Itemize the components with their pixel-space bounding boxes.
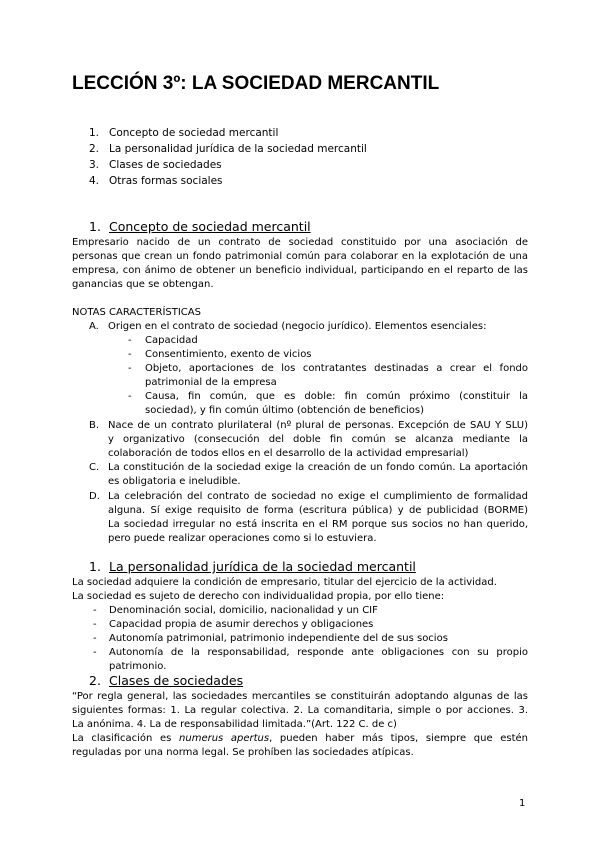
- list-item: Capacidad: [145, 335, 198, 346]
- notes-label: NOTAS CARACTERÍSTICAS: [72, 307, 201, 318]
- item-d-line: La sociedad irregular no está inscrita en el RM porque sus socios no han querido,: [108, 519, 528, 530]
- item-d-line: La celebración del contrato de sociedad no exige el cumplimiento de formalidad: [108, 491, 528, 502]
- item-d-line: pero puede realizar operaciones como si lo estuviera.: [108, 533, 377, 544]
- list-item-continued: patrimonio.: [109, 661, 167, 672]
- item-b-line: Nace de un contrato plurilateral (nº plural de personas. Excepción de SAU Y SLU): [108, 420, 528, 431]
- toc-item-3: Clases de sociedades: [109, 159, 222, 171]
- list-item: Capacidad propia de asumir derechos y obligaciones: [109, 619, 374, 630]
- toc-num-3: 3.: [89, 159, 100, 171]
- item-c-letter: C.: [89, 462, 100, 473]
- list-item: Objeto, aportaciones de los contratantes destinadas a crear el fondo: [145, 363, 528, 374]
- list-item-continued: patrimonial de la empresa: [145, 377, 277, 388]
- item-d-line: alguna. Sí exige requisito de forma (escritura pública) y de publicidad (BORME): [108, 505, 528, 516]
- item-c-line: es obligatoria e ineludible.: [108, 476, 241, 487]
- list-item: Denominación social, domicilio, nacionalidad y un CIF: [109, 605, 378, 616]
- quote-line: La anónima. 4. La de responsabilidad limitada.”(Art. 122 C. de c): [72, 719, 397, 730]
- list-dash: -: [128, 335, 132, 346]
- toc-item-4: Otras formas sociales: [109, 175, 223, 187]
- classification-line: La clasificación es numerus apertus, pueden haber más tipos, siempre que estén: [72, 733, 529, 744]
- list-item-continued: sociedad), y fin común último (obtención de beneficios): [145, 405, 424, 416]
- list-item: Causa, fin común, que es doble: fin común próximo (constituir la: [145, 391, 528, 402]
- section-1-heading: Concepto de sociedad mercantil: [109, 219, 311, 234]
- classification-line: reguladas por una norma legal. Se prohíben las sociedades atípicas.: [72, 747, 414, 758]
- toc-num-4: 4.: [89, 175, 100, 187]
- quote-line: siguientes formas: 1. La regular colectiva. 2. La comanditaria, simple o por acciones. 3.: [72, 705, 528, 716]
- toc-num-2: 2.: [89, 143, 100, 155]
- quote-line: “Por regla general, las sociedades mercantiles se constituirán adoptando algunas de las: [72, 691, 528, 702]
- section-1-paragraph: [72, 236, 528, 292]
- item-a-letter: A.: [89, 321, 99, 332]
- list-dash: -: [128, 391, 132, 402]
- paragraph-line: personas que crean un fondo patrimonial común para colaborar en la explotación de una: [72, 251, 528, 262]
- page-number: 1: [519, 798, 526, 809]
- section-3-number: 2.: [89, 673, 101, 688]
- paragraph-line: ganancias que se obtengan.: [72, 279, 214, 290]
- list-item: Autonomía patrimonial, patrimonio independiente del de sus socios: [109, 633, 448, 644]
- page-title: LECCIÓN 3º: LA SOCIEDAD MERCANTIL: [72, 73, 440, 94]
- item-d-letter: D.: [89, 491, 100, 502]
- toc-item-1: Concepto de sociedad mercantil: [109, 127, 279, 139]
- toc-item-2: La personalidad jurídica de la sociedad mercantil: [109, 143, 367, 155]
- paragraph-line: La sociedad es sujeto de derecho con individualidad propia, por ello tiene:: [72, 591, 445, 602]
- item-c-line: La constitución de la sociedad exige la creación de un fondo común. La aportación: [108, 462, 528, 473]
- item-b-line: y organizativo (consecución del doble fin común se alcanza mediante la: [108, 434, 528, 445]
- item-a-text: Origen en el contrato de sociedad (negocio jurídico). Elementos esenciales:: [108, 321, 487, 332]
- section-3-heading: Clases de sociedades: [109, 673, 244, 688]
- paragraph-line: La sociedad adquiere la condición de empresario, titular del ejercicio de la actividad.: [72, 577, 497, 588]
- paragraph-line: Empresario nacido de un contrato de sociedad constituido por una asociación de: [72, 237, 528, 248]
- list-dash: -: [93, 605, 97, 616]
- section-1-number: 1.: [89, 219, 101, 234]
- list-dash: -: [93, 619, 97, 630]
- item-b-letter: B.: [89, 420, 100, 431]
- paragraph-line: empresa, con ánimo de obtener un beneficio individual, participando en el reparto de las: [72, 265, 528, 276]
- toc-num-1: 1.: [89, 127, 100, 139]
- section-2-number: 1.: [89, 559, 101, 574]
- list-item: Consentimiento, exento de vicios: [145, 349, 312, 360]
- list-item: Autonomía de la responsabilidad, responde ante obligaciones con su propio: [109, 647, 528, 658]
- list-dash: -: [93, 633, 97, 644]
- list-dash: -: [128, 363, 132, 374]
- section-2-heading: La personalidad jurídica de la sociedad mercantil: [109, 559, 416, 574]
- list-dash: -: [93, 647, 97, 658]
- list-dash: -: [128, 349, 132, 360]
- item-b-line: colaboración de todos ellos en el desarrollo de la actividad empresarial): [108, 448, 469, 459]
